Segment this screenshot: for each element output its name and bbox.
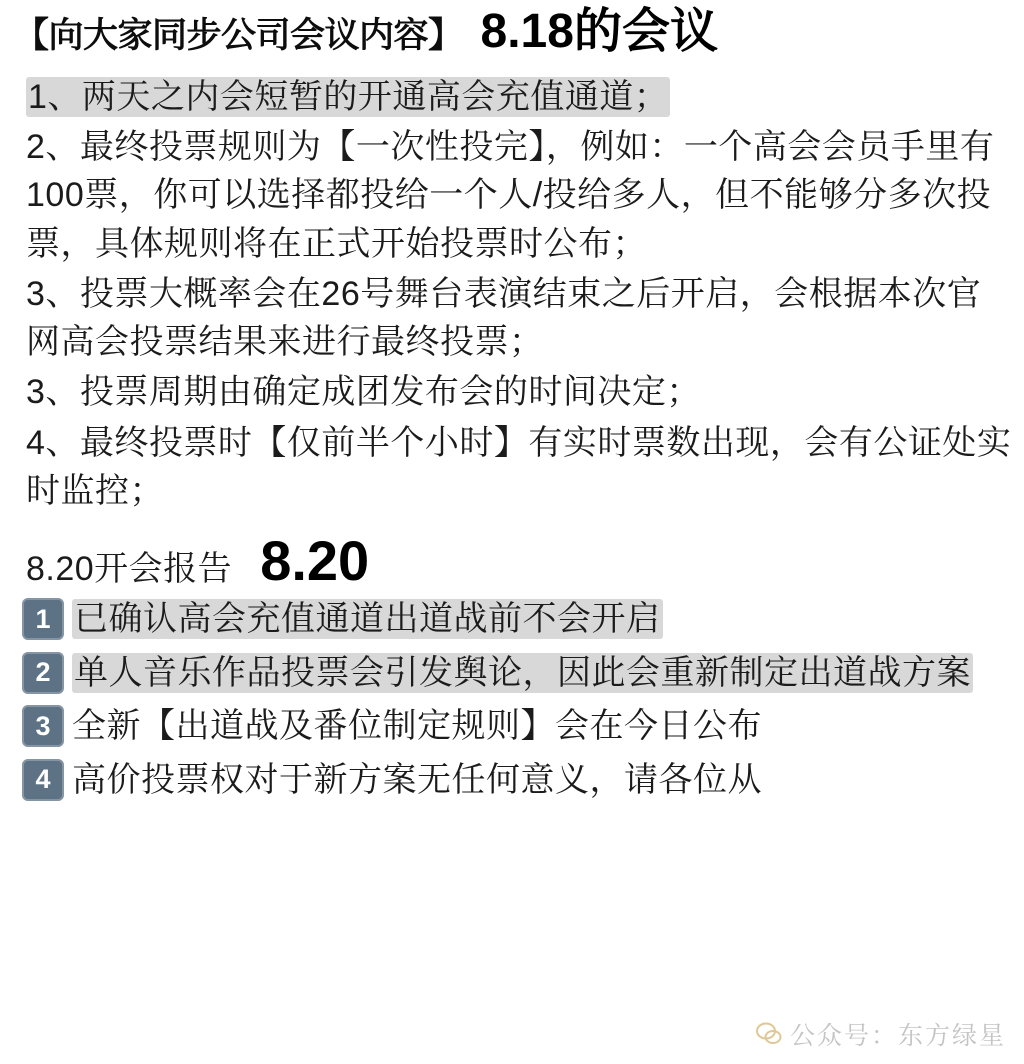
document-header [0,0,1024,59]
list-item [22,701,1014,751]
meeting-1-line-2: 2、最终投票规则为【一次性投完】，例如：一个高会会员手里有100票，你可以选择都投给一个人/投给多人，但不能够分多次投票，具体规则将在正式开始投票时公布； [26,128,995,263]
list-item-text [72,648,973,698]
meeting-1-line-1 [26,73,1012,121]
meeting-1-line-4: 3、投票周期由确定成团发布会的时间决定； [26,373,701,412]
meeting-2-header [0,517,1024,593]
number-badge-4: 4 [22,759,64,801]
list-item [22,755,1014,805]
meeting-2-label: 8.20开会报告 [26,550,233,589]
list-item-text: 全新【出道战及番位制定规则】会在今日公布 [72,707,762,746]
page-title: 【向大家同步公司会议内容】 [14,16,463,55]
meeting-1-line-3: 3、投票大概率会在26号舞台表演结束之后开启，会根据本次官网高会投票结果来进行最终投票； [26,274,982,362]
meeting-1-line-5: 4、最终投票时【仅前半个小时】有实时票数出现，会有公证处实时监控； [26,423,1012,510]
meeting-1-body [0,59,1024,515]
meeting-2-date-heading: 8.20 [260,529,370,593]
number-badge-1: 1 [22,598,64,640]
highlighted-text: 1、两天之内会短暂的开通高会充值通道； [28,77,669,116]
watermark [756,1016,1006,1052]
number-badge-2: 2 [22,652,64,694]
wechat-official-account-icon [756,1021,782,1047]
highlighted-text: 单人音乐作品投票会引发舆论，因此会重新制定出道战方案 [74,653,971,692]
meeting-2-list [0,590,1024,804]
watermark-text: 公众号：东方绿星 [789,1022,1006,1050]
list-item [22,594,1014,644]
list-item-text [72,594,663,644]
list-item-text: 高价投票权对于新方案无任何意义，请各位从 [72,760,762,799]
number-badge-3: 3 [22,705,64,747]
list-item [22,648,1014,698]
meeting-date-heading: 8.18的会议 [480,5,718,58]
highlighted-text: 已确认高会充值通道出道战前不会开启 [74,600,661,639]
